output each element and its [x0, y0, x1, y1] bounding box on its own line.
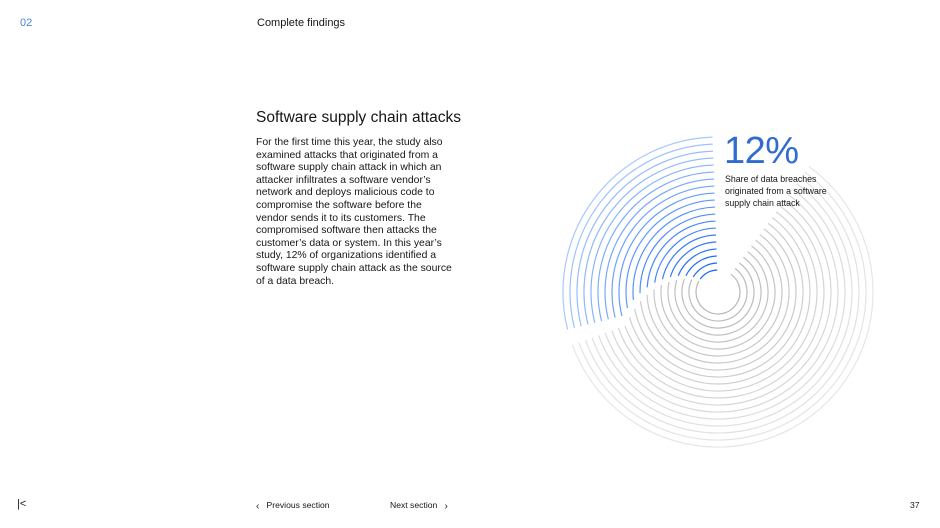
- next-section-label: Next section: [390, 500, 438, 510]
- ring-10: [635, 223, 803, 377]
- ring-14: [612, 201, 831, 405]
- ring-2: [689, 269, 747, 321]
- highlight-arc-18: [577, 151, 713, 326]
- section-number: 02: [20, 17, 33, 29]
- highlight-arc-1: [700, 270, 717, 279]
- chevron-right-icon: ›: [444, 501, 448, 512]
- ring-11: [630, 218, 810, 384]
- next-section-link[interactable]: [390, 500, 448, 512]
- body-paragraph: For the first time this year, the study also examined attacks that originated from a software supply chain attack in which an attacker infiltrates a software vendor’s network and deploys malicious code to compromise the software before the vendor sends it to its customers. The compromised software then attacks the customer’s data or system. In this year’s study, 12% of organizations identified a software supply chain attack as the source of a data breach.: [256, 137, 452, 287]
- stat-caption: Share of data breaches originated from a software supply chain attack: [725, 174, 827, 208]
- stat-value: 12%: [724, 130, 799, 172]
- highlight-arc-10: [633, 207, 715, 300]
- ring-13: [618, 206, 824, 398]
- ring-4: [675, 257, 761, 335]
- section-title[interactable]: Complete findings: [257, 17, 346, 29]
- page-heading: Software supply chain attacks: [256, 109, 462, 126]
- ring-3: [682, 263, 754, 328]
- first-page-icon: |<: [17, 498, 27, 510]
- highlight-arc-8: [647, 221, 715, 287]
- previous-section-label: Previous section: [266, 500, 330, 510]
- ring-15: [605, 195, 838, 412]
- highlight-arc-17: [584, 158, 713, 324]
- previous-section-link[interactable]: [256, 500, 330, 512]
- ring-1: [696, 274, 740, 314]
- page-number: 37: [910, 500, 920, 510]
- chevron-left-icon: ‹: [256, 501, 260, 512]
- highlight-arc-9: [640, 214, 715, 293]
- first-page-button[interactable]: [17, 498, 26, 510]
